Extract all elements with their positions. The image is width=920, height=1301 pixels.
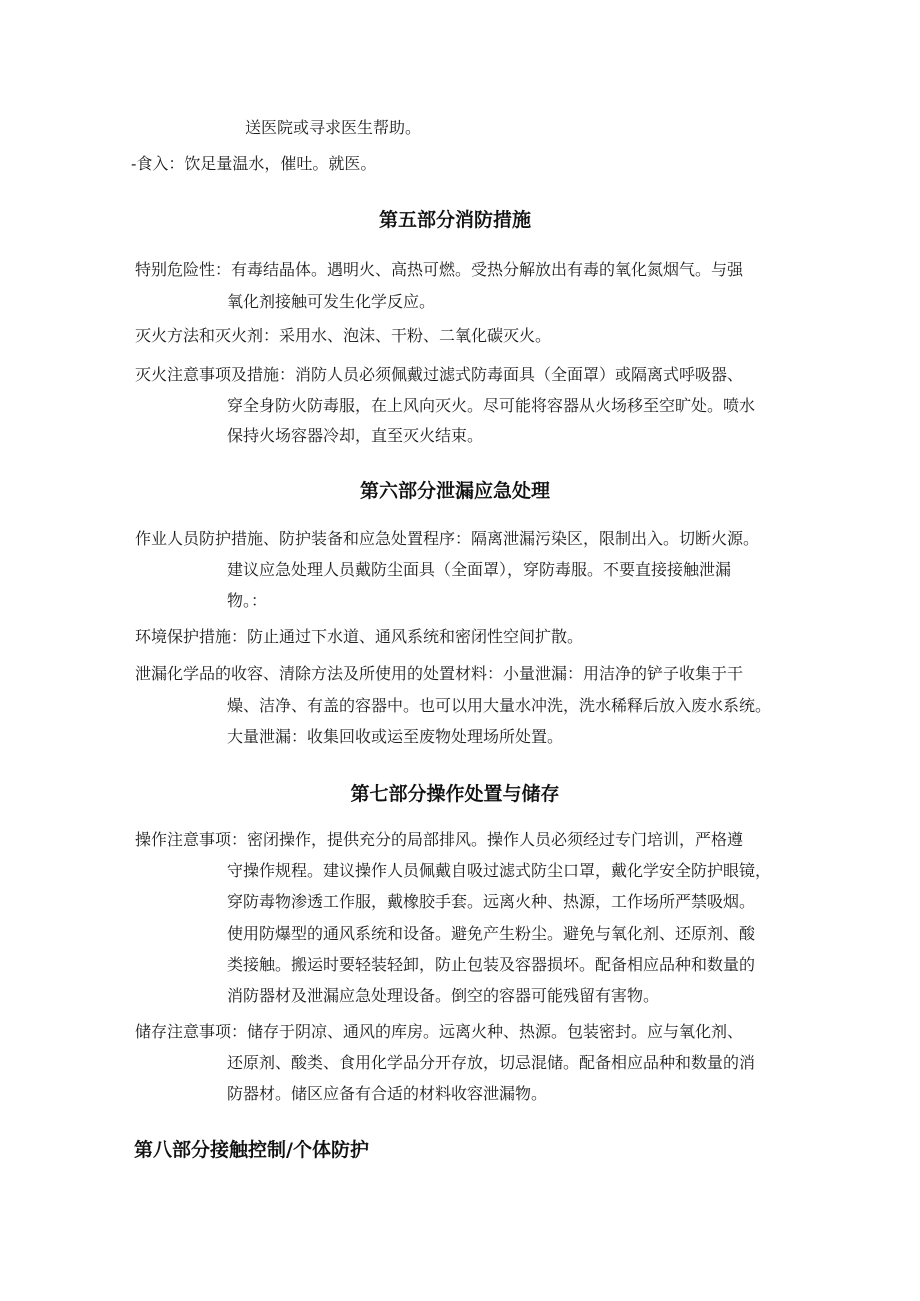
handling-precaution-line: 类接触。搬运时要轻装轻卸，防止包装及容器损坏。配备相应品种和数量的: [227, 955, 756, 974]
handling-precaution-line: 消防器材及泄漏应急处理设备。倒空的容器可能残留有害物。: [227, 986, 660, 1005]
fire-precaution-line: 保持火场容器冷却，直至灭火结束。: [227, 426, 484, 445]
section-heading-handling-storage: 第七部分操作处置与储存: [350, 783, 560, 805]
spill-personal-line: 物。：: [227, 591, 268, 610]
environment-protection-line: 环境保护措施：防止通过下水道、通风系统和密闭性空间扩散。: [135, 627, 584, 646]
section-heading-fire-fighting: 第五部分消防措施: [378, 209, 531, 231]
handling-precaution-line: 操作注意事项：密闭操作，提供充分的局部排风。操作人员必须经过专门培训，严格遵: [135, 830, 744, 849]
extinguish-method-line: 灭火方法和灭火剂：采用水、泡沫、干粉、二氧化碳灭火。: [135, 326, 552, 345]
handling-precaution-line: 使用防爆型的通风系统和设备。避免产生粉尘。避免与氧化剂、还原剂、酸: [227, 924, 756, 943]
handling-precaution-line: 守操作规程。建议操作人员佩戴自吸过滤式防尘口罩，戴化学安全防护眼镜，: [227, 861, 772, 880]
storage-precaution-line: 还原剂、酸类、食用化学品分开存放，切忌混储。配备相应品种和数量的消: [227, 1053, 756, 1072]
fire-precaution-line: 穿全身防火防毒服，在上风向灭火。尽可能将容器从火场移至空旷处。喷水: [227, 396, 756, 415]
handling-precaution-line: 穿防毒物渗透工作服，戴橡胶手套。远离火种、热源，工作场所严禁吸烟。: [227, 892, 756, 911]
section-heading-spill-response: 第六部分泄漏应急处理: [359, 480, 550, 502]
spill-personal-line: 建议应急处理人员戴防尘面具（全面罩），穿防毒服。不要直接接触泄漏: [227, 560, 732, 579]
spill-personal-line: 作业人员防护措施、防护装备和应急处置程序：隔离泄漏污染区，限制出入。切断火源。: [135, 529, 760, 548]
first-aid-continuation-line: 送医院或寻求医生帮助。: [245, 118, 422, 137]
spill-containment-line: 泄漏化学品的收容、清除方法及所使用的处置材料：小量泄漏：用洁净的铲子收集于干: [135, 664, 744, 683]
fire-hazard-line: 氧化剂接触可发生化学反应。: [227, 292, 436, 311]
first-aid-ingestion-line: -食入：饮足量温水，催吐。就医。: [131, 154, 377, 173]
spill-containment-line: 大量泄漏：收集回收或运至废物处理场所处置。: [227, 727, 564, 746]
storage-precaution-line: 防器材。储区应备有合适的材料收容泄漏物。: [227, 1084, 548, 1103]
storage-precaution-line: 储存注意事项：储存于阴凉、通风的库房。远离火种、热源。包装密封。应与氧化剂、: [135, 1022, 744, 1041]
fire-precaution-line: 灭火注意事项及措施：消防人员必须佩戴过滤式防毒面具（全面罩）或隔离式呼吸器、: [135, 365, 744, 384]
fire-hazard-line: 特别危险性：有毒结晶体。遇明火、高热可燃。受热分解放出有毒的氧化氮烟气。与强: [135, 260, 744, 279]
spill-containment-line: 燥、洁净、有盖的容器中。也可以用大量水冲洗，洗水稀释后放入废水系统。: [227, 696, 772, 715]
section-heading-exposure-control: 第八部分接触控制/个体防护: [134, 1139, 369, 1161]
